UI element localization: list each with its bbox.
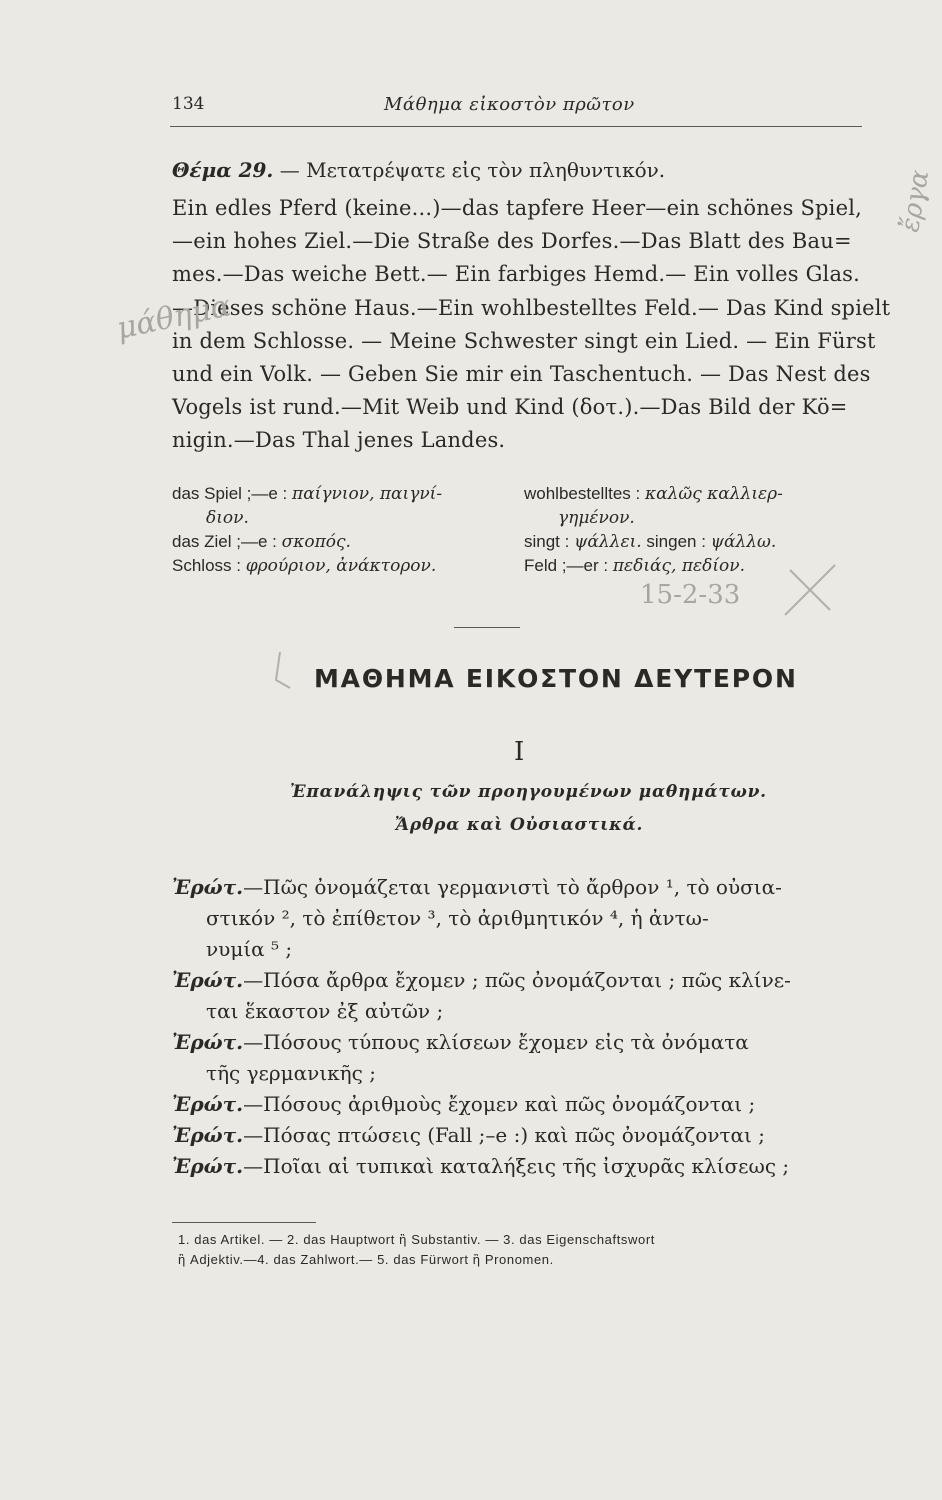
vocab-item: Schloss : φρούριον, ἀνάκτορον. [172,556,437,576]
pencil-scribble-icon [780,560,840,620]
vocab-item: διον. [206,508,249,528]
vocab-item: Feld ;—er : πεδιάς, πεδίον. [524,556,746,576]
footnote-line: 1. das Artikel. — 2. das Hauptwort ἢ Substantiv. — 3. das Eigenschaftswort [178,1232,655,1247]
exercise-line: mes.—Das weiche Bett.— Ein farbiges Hemd.— Ein volles Glas. [172,262,861,287]
vocabulary-left [172,482,512,578]
question: Ἐρώτ.—Πόσας πτώσεις (Fall ;–e :) καὶ πῶς ὀνομάζονται ; [172,1123,765,1147]
footnote-line: ἢ Adjektiv.—4. das Zahlwort.— 5. das Fürwort ἢ Pronomen. [178,1252,554,1267]
exercise-title [172,158,665,182]
vocab-item: γημένον. [558,508,635,528]
question: Ἐρώτ.—Πόσους τύπους κλίσεων ἔχομεν εἰς τὰ ὀνόματα τῆς γερμανικῆς ; [172,1030,749,1085]
question-label: Ἐρώτ. [172,1092,244,1116]
exercise-line: und ein Volk. — Geben Sie mir ein Taschentuch. — Das Nest des [172,362,871,387]
question-label: Ἐρώτ. [172,1154,244,1178]
question-label: Ἐρώτ. [172,968,244,992]
question: Ἐρώτ.—Πόσους ἀριθμοὺς ἔχομεν καὶ πῶς ὀνομάζονται ; [172,1092,756,1116]
running-head: Μάθημα εἰκοστὸν πρῶτον [384,94,635,115]
footnote-rule [172,1222,316,1223]
exercise-line: in dem Schlosse. — Meine Schwester singt ein Lied. — Ein Fürst [172,328,876,353]
question: Ἐρώτ.—Ποῖαι αἱ τυπικαὶ καταλήξεις τῆς ἰσχυρᾶς κλίσεως ; [172,1154,790,1178]
page-header [172,94,862,118]
vocab-item: wohlbestelltes : καλῶς καλλιερ- [524,484,783,504]
exercise-line: Vogels ist rund.—Mit Weib und Kind (δοτ.).—Das Bild der Kö= [172,395,848,420]
question-label: Ἐρώτ. [172,1123,244,1147]
question: Ἐρώτ.—Πῶς ὀνομάζεται γερμανιστὶ τὸ ἄρθρον ¹, τὸ οὐσια- στικόν ², τὸ ἐπίθετον ³, τὸ ἀριθμητικόν ⁴, ἡ ἀντω- νυμία ⁵ ; [172,875,782,961]
section-subtitle: Ἐπανάληψις τῶν προηγουμένων μαθημάτων. [290,782,767,802]
exercise-line: Ein edles Pferd (keine...)—das tapfere Heer—ein schönes Spiel, [172,196,863,220]
section-separator [454,627,520,628]
exercise-line: —Dieses schöne Haus.—Ein wohlbestelltes Feld.— Das Kind spielt [172,295,891,320]
lesson-title: ΜΑΘΗΜΑ ΕΙΚΟΣΤΟΝ ΔΕΥΤΕΡΟΝ [314,664,798,693]
question-list [172,872,872,1182]
page-number: 134 [172,94,205,114]
margin-note-left: μάθημα [113,288,234,347]
exercise-instruction: — Μετατρέψατε εἰς τὸν πληθυντικόν. [279,158,666,182]
margin-note-right: ἔργα [894,167,936,235]
vocab-item: das Ziel ;—e : σκοπός. [172,532,351,552]
exercise-text [172,192,891,458]
question-label: Ἐρώτ. [172,1030,244,1054]
question: Ἐρώτ.—Πόσα ἄρθρα ἔχομεν ; πῶς ὀνομάζονται ; πῶς κλίνε- ται ἕκαστον ἐξ αὐτῶν ; [172,968,791,1023]
exercise-number: Θέμα 29. [172,158,274,182]
section-number: I [514,737,525,767]
header-rule [170,126,862,127]
vocab-item: singt : ψάλλει. singen : ψάλλω. [524,532,777,552]
pencil-stroke-icon [256,650,296,690]
question-label: Ἐρώτ. [172,875,244,899]
exercise-line: nigin.—Das Thal jenes Landes. [172,428,506,453]
exercise-line: —ein hohes Ziel.—Die Straße des Dorfes.—Das Blatt des Bau= [172,229,852,254]
vocab-item: das Spiel ;—e : παίγνιον, παιγνί- [172,484,443,504]
section-subtitle-2: Ἄρθρα καὶ Οὐσιαστικά. [395,815,644,835]
footnotes [178,1230,878,1270]
pencil-date: 15-2-33 [640,580,741,610]
